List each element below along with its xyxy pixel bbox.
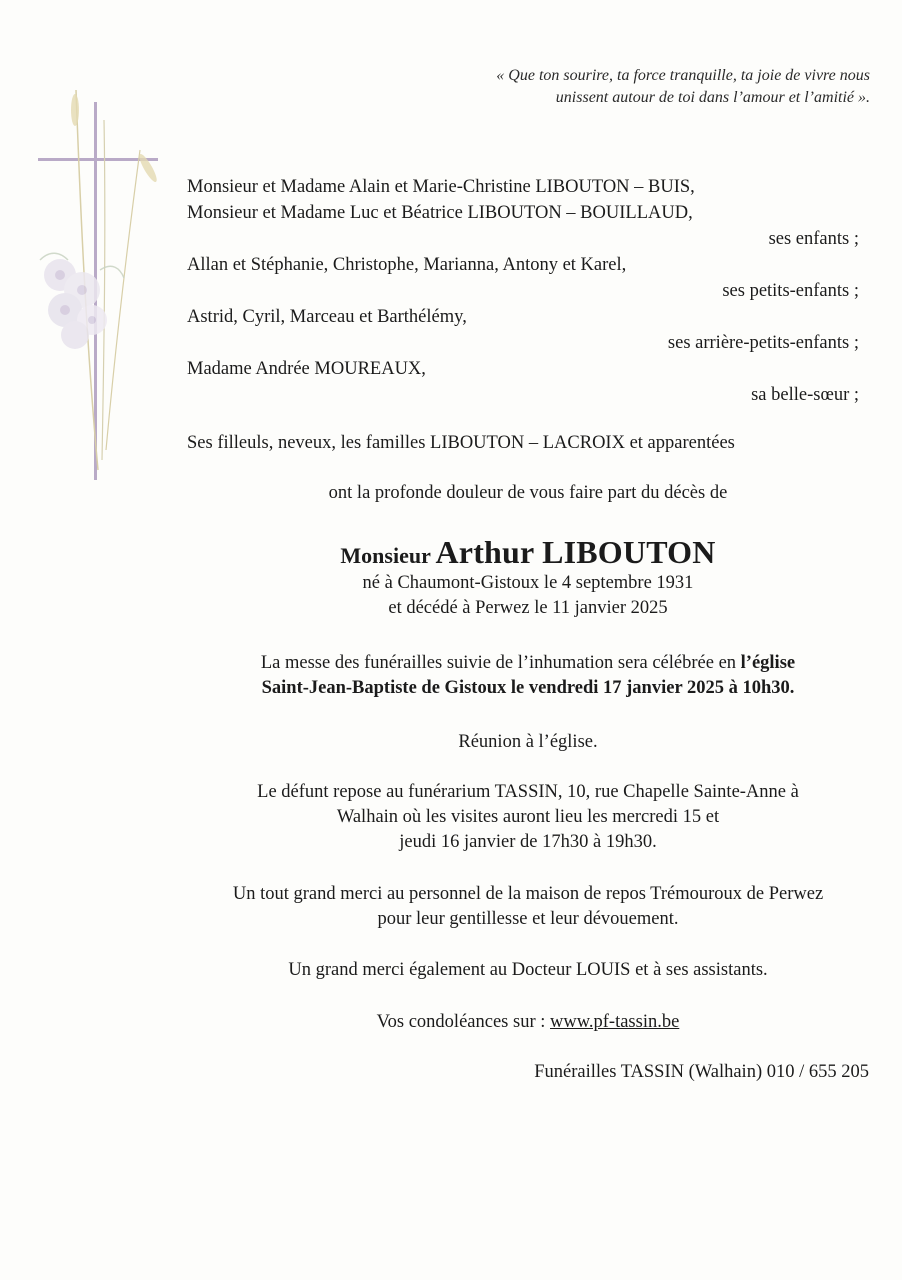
condolences-line — [150, 1010, 902, 1035]
quote-line-1: « Que ton sourire, ta force tranquille, ta joie de vivre nous — [496, 67, 870, 84]
visitation-info — [150, 780, 902, 855]
visitation-line-2: Walhain où les visites auront lieu les mercredi 15 et — [336, 807, 720, 827]
children-role: ses enfants ; — [768, 229, 859, 249]
thanks-nursing-home — [150, 882, 902, 932]
flower-bouquet — [40, 253, 124, 349]
thanks-doctor: Un grand merci également au Docteur LOUIS et à ses assistants. — [288, 960, 768, 980]
quote-line-2: unissent autour de toi dans l’amour et l’amitié ». — [555, 89, 870, 106]
death-line: et décédé à Perwez le 11 janvier 2025 — [388, 598, 668, 618]
sister-in-law-line: Madame Andrée MOUREAUX, — [187, 359, 426, 379]
visitation-line-3: jeudi 16 janvier de 17h30 à 19h30. — [399, 832, 657, 852]
funeral-line-2: Saint-Jean-Baptiste de Gistoux le vendredi 17 janvier 2025 à 10h30. — [261, 678, 795, 698]
great-grandchildren-line: Astrid, Cyril, Marceau et Barthélémy, — [187, 307, 467, 327]
condolences-label: Vos condoléances sur : — [376, 1012, 550, 1032]
church-bold: l’église — [740, 653, 796, 673]
reunion-note: Réunion à l’église. — [458, 732, 598, 752]
funeral-info — [150, 651, 902, 701]
sister-in-law-role: sa belle-sœur ; — [751, 385, 859, 405]
funeral-home-signature: Funérailles TASSIN (Walhain) 010 / 655 205 — [534, 1062, 869, 1082]
other-relatives-line: Ses filleuls, neveux, les familles LIBOUTON – LACROIX et apparentées — [187, 433, 735, 453]
birth-line: né à Chaumont-Gistoux le 4 septembre 1931 — [362, 573, 694, 593]
visitation-line-1: Le défunt repose au funérarium TASSIN, 10, rue Chapelle Sainte-Anne à — [257, 782, 799, 802]
condolences-link[interactable]: www.pf-tassin.be — [550, 1012, 680, 1032]
deceased-name: Arthur LIBOUTON — [435, 534, 716, 570]
deceased-title: Monsieur — [340, 543, 431, 568]
thanks1-line-2: pour leur gentillesse et leur dévouement. — [377, 909, 679, 929]
grandchildren-line: Allan et Stéphanie, Christophe, Marianna, Antony et Karel, — [187, 255, 627, 275]
grandchildren-role: ses petits-enfants ; — [722, 281, 859, 301]
deceased-dates — [150, 571, 902, 621]
great-grandchildren-role: ses arrière-petits-enfants ; — [667, 333, 859, 353]
epigraph-quote — [350, 65, 870, 109]
announcement: ont la profonde douleur de vous faire part du décès de — [328, 483, 728, 503]
children-line-1: Monsieur et Madame Alain et Marie-Christine LIBOUTON – BUIS, — [187, 177, 695, 197]
family-list — [187, 174, 859, 408]
other-relatives — [187, 430, 859, 456]
children-line-2: Monsieur et Madame Luc et Béatrice LIBOUTON – BOUILLAUD, — [187, 203, 693, 223]
funeral-line-1: La messe des funérailles suivie de l’inhumation sera célébrée en l’église — [260, 653, 796, 673]
cross-flower-decoration — [20, 80, 190, 500]
thanks1-line-1: Un tout grand merci au personnel de la maison de repos Trémouroux de Perwez — [232, 884, 824, 904]
